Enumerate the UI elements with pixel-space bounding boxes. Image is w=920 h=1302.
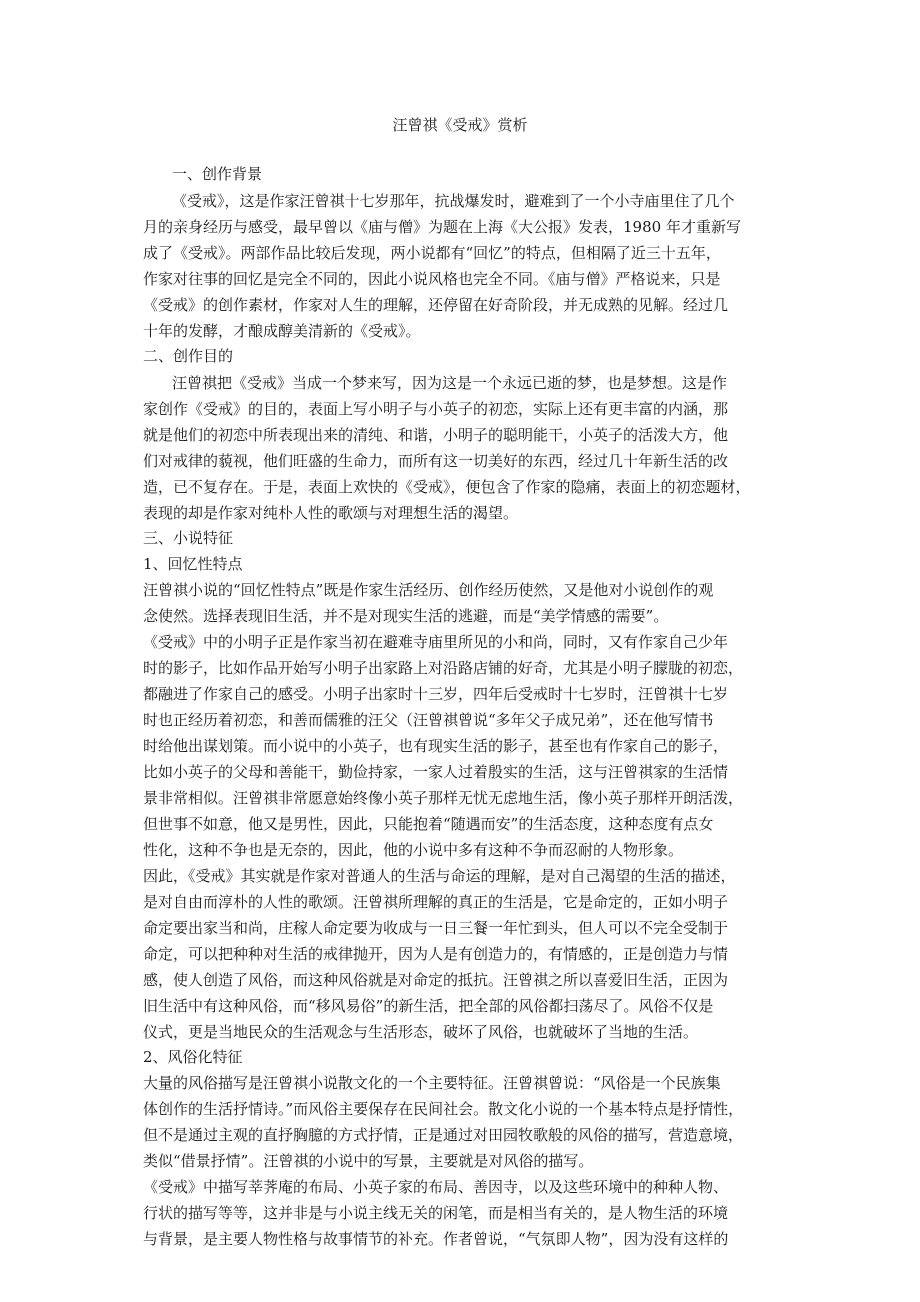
paragraph-line: 汪曾祺把《受戒》当成一个梦来写，因为这是一个永远已逝的梦，也是梦想。这是作 <box>172 374 728 392</box>
subsection-heading: 1、回忆性特点 <box>143 555 243 573</box>
paragraph-line: 性化，这种不争也是无奈的，因此，他的小说中多有这种不争而忍耐的人物形象。 <box>143 841 684 859</box>
paragraph-line: 表现的却是作家对纯朴人性的歌颂与对理想生活的渴望。 <box>143 504 519 522</box>
paragraph-line: 月的亲身经历与感受，最早曾以《庙与僧》为题在上海《大公报》发表，1980 年才重新写 <box>143 218 741 236</box>
paragraph-line: 体创作的生活抒情诗。”而风俗主要保存在民间社会。散文化小说的一个基本特点是抒情性， <box>143 1100 744 1118</box>
paragraph-line: 类似“借景抒情”。汪曾祺的小说中的写景，主要就是对风俗的描写。 <box>143 1152 594 1170</box>
section-heading: 三、小说特征 <box>143 529 234 547</box>
paragraph-line: 大量的风俗描写是汪曾祺小说散文化的一个主要特征。汪曾祺曾说：“风俗是一个民族集 <box>143 1074 721 1092</box>
paragraph-line: 《受戒》中描写莘荠庵的布局、小英子家的布局、善因寺，以及这些环境中的种种人物、 <box>143 1178 729 1196</box>
paragraph-line: 就是他们的初恋中所表现出来的清纯、和谐，小明子的聪明能干，小英子的活泼大方，他 <box>143 426 729 444</box>
paragraph-line: 行状的描写等等，这并非是与小说主线无关的闲笔，而是相当有关的，是人物生活的环境 <box>143 1204 729 1222</box>
paragraph-line: 十年的发酵，才酿成醇美清新的《受戒》。 <box>143 322 421 340</box>
paragraph-line: 仪式，更是当地民众的生活观念与生活形态，破坏了风俗，也就破坏了当地的生活。 <box>143 1023 699 1041</box>
paragraph-line: 《受戒》中的小明子正是作家当初在避难寺庙里所见的小和尚，同时，又有作家自己少年 <box>143 633 729 651</box>
paragraph-line: 但不是通过主观的直抒胸臆的方式抒情，正是通过对田园牧歌般的风俗的描写，营造意境， <box>143 1126 744 1144</box>
paragraph-line: 成了《受戒》。两部作品比较后发现，两小说都有“回忆”的特点，但相隔了近三十五年， <box>143 244 721 262</box>
paragraph-line: 与背景，是主要人物性格与故事情节的补充。作者曾说，“气氛即人物”，因为没有这样的 <box>143 1230 729 1248</box>
paragraph-line: 旧生活中有这种风俗，而“移风易俗”的新生活，把全部的风俗都扫荡尽了。风俗不仅是 <box>143 997 714 1015</box>
paragraph-line: 景非常相似。汪曾祺非常愿意始终像小英子那样无忧无虑地生活，像小英子那样开朗活泼， <box>143 789 744 807</box>
paragraph-line: 《受戒》的创作素材，作家对人生的理解，还停留在好奇阶段，并无成熟的见解。经过几 <box>143 296 729 314</box>
paragraph-line: 们对戒律的藐视，他们旺盛的生命力，而所有这一切美好的东西，经过几十年新生活的改 <box>143 452 729 470</box>
paragraph-line: 家创作《受戒》的目的，表面上写小明子与小英子的初恋，实际上还有更丰富的内涵，那 <box>143 400 729 418</box>
paragraph-line: 汪曾祺小说的“回忆性特点”既是作家生活经历、创作经历使然，又是他对小说创作的观 <box>143 581 714 599</box>
paragraph-line: 《受戒》，这是作家汪曾祺十七岁那年，抗战爆发时，避难到了一个小寺庙里住了几个 <box>172 192 735 210</box>
paragraph-line: 念使然。选择表现旧生活，并不是对现实生活的逃避，而是“美学情感的需要”。 <box>143 607 669 625</box>
paragraph-line: 时给他出谋划策。而小说中的小英子，也有现实生活的影子，甚至也有作家自己的影子， <box>143 737 729 755</box>
section-heading: 二、创作目的 <box>143 347 234 365</box>
paragraph-line: 感，使人创造了风俗，而这种风俗就是对命定的抵抗。汪曾祺之所以喜爱旧生活，正因为 <box>143 971 729 989</box>
paragraph-line: 造，已不复存在。于是，表面上欢快的《受戒》，便包含了作家的隐痛，表面上的初恋题材， <box>143 478 751 496</box>
paragraph-line: 比如小英子的父母和善能干，勤俭持家，一家人过着殷实的生活，这与汪曾祺家的生活情 <box>143 763 729 781</box>
subsection-heading: 2、风俗化特征 <box>143 1048 243 1066</box>
paragraph-line: 都融进了作家自己的感受。小明子出家时十三岁，四年后受戒时十七岁时，汪曾祺十七岁 <box>143 685 729 703</box>
paragraph-line: 时的影子，比如作品开始写小明子出家路上对沿路店铺的好奇，尤其是小明子朦胧的初恋， <box>143 659 744 677</box>
paragraph-line: 是对自由而淳朴的人性的歌颂。汪曾祺所理解的真正的生活是，它是命定的，正如小明子 <box>143 893 729 911</box>
document-title: 汪曾祺《受戒》赏析 <box>392 116 528 134</box>
paragraph-line: 因此，《受戒》其实就是作家对普通人的生活与命运的理解，是对自己渴望的生活的描述， <box>143 867 736 885</box>
paragraph-line: 命定，可以把种种对生活的戒律抛开，因为人是有创造力的，有情感的，正是创造力与情 <box>143 945 729 963</box>
paragraph-line: 时也正经历着初恋，和善而儒雅的汪父（汪曾祺曾说“多年父子成兄弟”，还在他写情书 <box>143 711 714 729</box>
section-heading: 一、创作背景 <box>172 165 263 183</box>
paragraph-line: 命定要出家当和尚，庄稼人命定要为收成与一日三餐一年忙到头，但人可以不完全受制于 <box>143 919 729 937</box>
paragraph-line: 作家对往事的回忆是完全不同的，因此小说风格也完全不同。《庙与僧》严格说来，只是 <box>143 270 721 288</box>
paragraph-line: 但世事不如意，他又是男性，因此，只能抱着“随遇而安”的生活态度，这种态度有点女 <box>143 815 714 833</box>
